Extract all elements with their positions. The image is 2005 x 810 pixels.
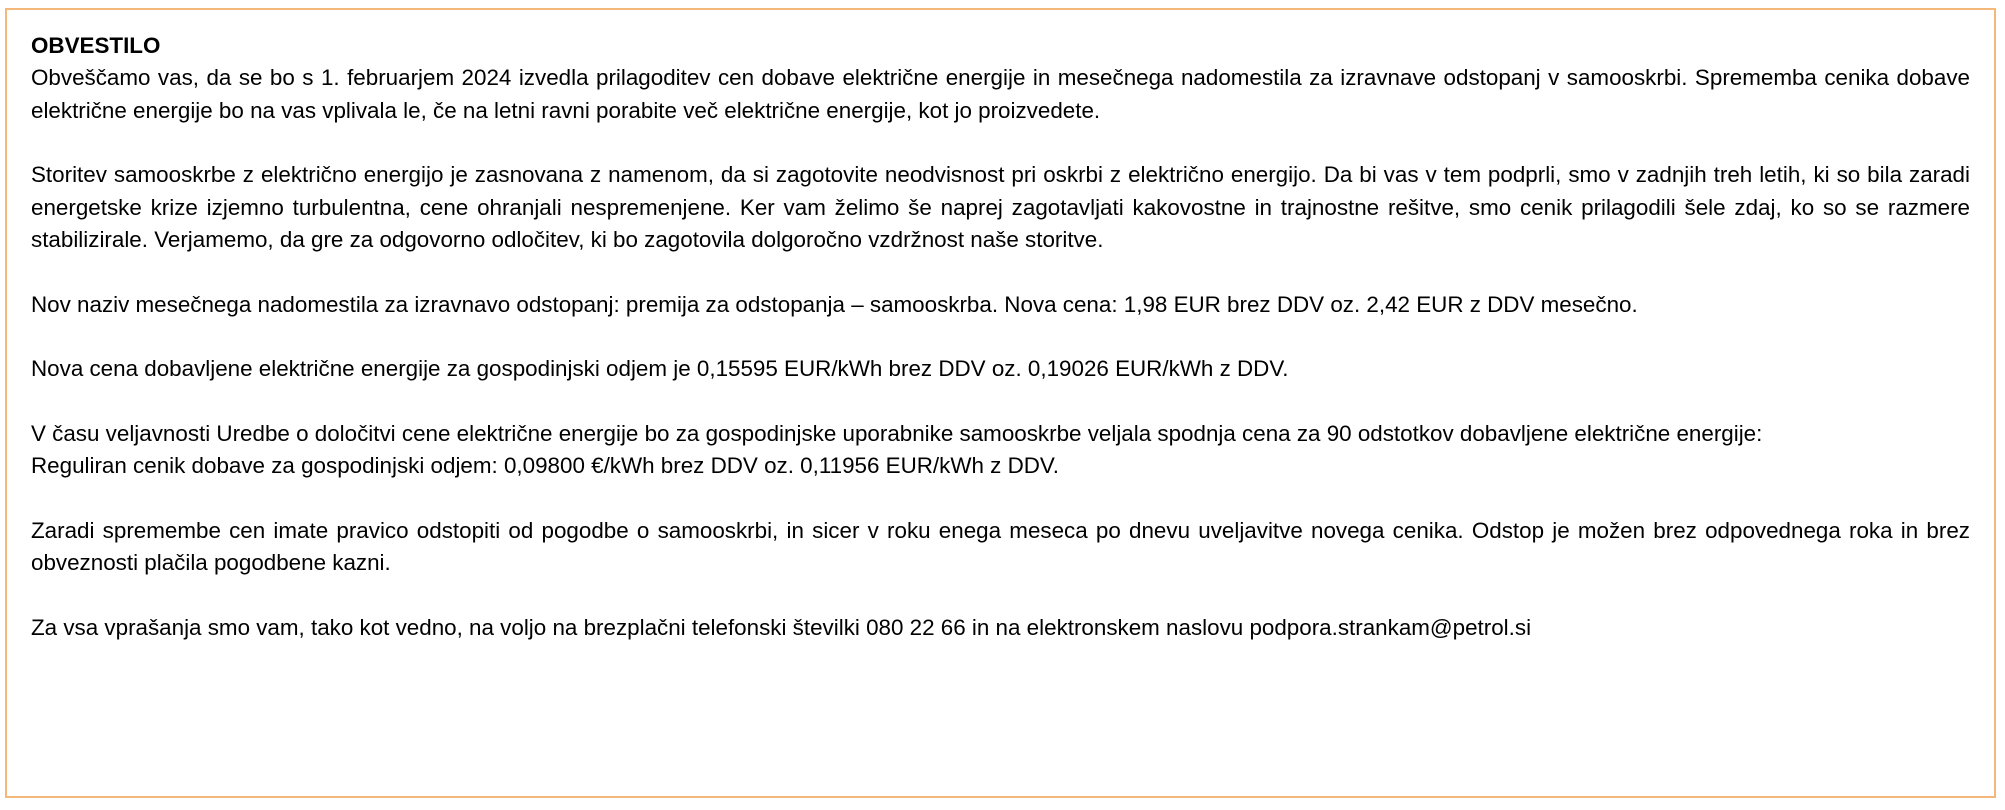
notice-paragraph-regulation: V času veljavnosti Uredbe o določitvi cene električne energije bo za gospodinjske uporabnike samooskrbe veljala spodnja cena za 90 odstotkov dobavljene električne energije: [31,420,1763,446]
notice-box [5,8,1996,798]
notice-paragraph-contact: Za vsa vprašanja smo vam, tako kot vedno, na voljo na brezplačni telefonski številki 080 22 66 in na elektronskem naslovu podpora.strankam@petrol.si [31,614,1532,640]
notice-title: OBVESTILO [31,33,161,58]
paragraph-gap [31,483,1970,515]
paragraph-gap [31,257,1970,289]
paragraph-gap [31,321,1970,353]
notice-paragraph-premium: Nov naziv mesečnega nadomestila za izravnavo odstopanj: premija za odstopanja – samooskrba. Nova cena: 1,98 EUR brez DDV oz. 2,42 EUR z DDV mesečno. [31,291,1638,317]
notice-paragraph-withdrawal: Zaradi spremembe cen imate pravico odstopiti od pogodbe o samooskrbi, in sicer v roku enega meseca po dnevu uveljavitve novega cenika. Odstop je možen brez odpovednega roka in brez obveznosti plačila pogodbene kazni. [31,517,1970,575]
paragraph-gap [31,127,1970,159]
paragraph-gap [31,580,1970,612]
notice-paragraph-purpose: Storitev samooskrbe z električno energijo je zasnovana z namenom, da si zagotovite neodvisnost pri oskrbi z električno energijo. Da bi vas v tem podprli, smo v zadnjih treh letih, ki so bila zaradi energetske krize izjemno turbulentna, cene ohranjali nespremenjene. Ker vam želimo še naprej zagotavljati kakovostne in trajnostne rešitve, smo cenik prilagodili šele zdaj, ko so se razmere stabilizirale. Verjamemo, da gre za odgovorno odločitev, ki bo zagotovila dolgoročno vzdržnost naše storitve. [31,162,1970,252]
notice-paragraph-regulated-price: Reguliran cenik dobave za gospodinjski odjem: 0,09800 €/kWh brez DDV oz. 0,11956 EUR/kWh z DDV. [31,453,1060,478]
notice-paragraph-intro: Obveščamo vas, da se bo s 1. februarjem 2024 izvedla prilagoditev cen dobave električne energije in mesečnega nadomestila za izravnave odstopanj v samooskrbi. Sprememba cenika dobave električne energije bo na vas vplivala le, če na letni ravni porabite več električne energije, kot jo proizvedete. [31,65,1970,123]
paragraph-gap [31,386,1970,418]
notice-paragraph-new-price: Nova cena dobavljene električne energije za gospodinjski odjem je 0,15595 EUR/kWh brez DDV oz. 0,19026 EUR/kWh z DDV. [31,356,1289,381]
